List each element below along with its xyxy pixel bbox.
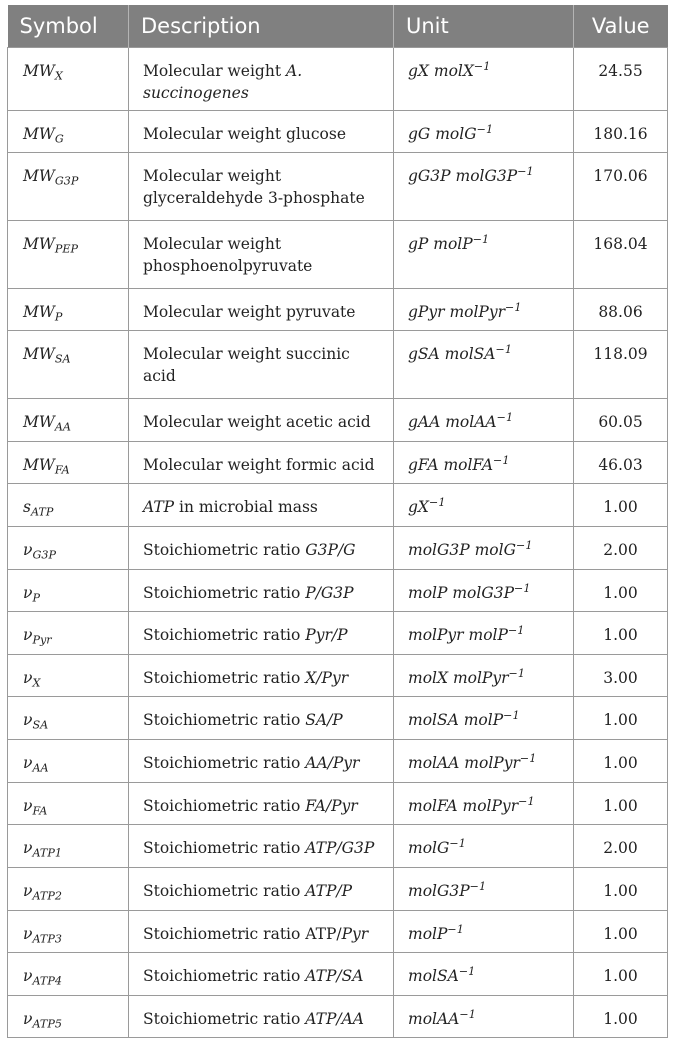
symbol-cell: $s_{ATP}$: [8, 484, 129, 527]
value-cell: 2.00: [574, 527, 668, 570]
description-cell: Molecular weight succinic acid: [129, 331, 394, 399]
value-cell: 46.03: [574, 442, 668, 484]
unit-cell: molG3P molG$^{-1}$: [394, 527, 574, 570]
symbol-cell: $MW_X$: [8, 48, 129, 111]
table-row: [8, 740, 668, 783]
value-cell: 24.55: [574, 48, 668, 111]
unit-cell: $molG3P^{-1}$: [394, 868, 574, 911]
header-row: [8, 5, 668, 48]
unit-cell: molP$^{-1}$: [394, 911, 574, 953]
description-cell: Stoichiometric ratio SA/P: [129, 697, 394, 740]
symbol-cell: $MW_{AA}$: [8, 399, 129, 442]
value-cell: 1.00: [574, 996, 668, 1038]
table-row: [8, 48, 668, 111]
description-cell: ATP in microbial mass: [129, 484, 394, 527]
value-column-header: Value: [574, 5, 668, 48]
table-row: [8, 527, 668, 570]
symbol-cell: $MW_{SA}$: [8, 331, 129, 399]
unit-cell: gG3P $molG3P^{-1}$: [394, 153, 574, 221]
symbol-cell: $MW_{FA}$: [8, 442, 129, 484]
unit-cell: molPyr molP$^{-1}$: [394, 612, 574, 655]
value-cell: 2.00: [574, 825, 668, 868]
unit-cell: gPyr molPyr$^{-1}$: [394, 289, 574, 331]
description-cell: Stoichiometric ratio ATP/G3P: [129, 825, 394, 868]
symbol-cell: $\nu_X$: [8, 655, 129, 697]
value-cell: 1.00: [574, 570, 668, 612]
description-cell: Stoichiometric ratio ATP/Pyr: [129, 911, 394, 953]
value-cell: 118.09: [574, 331, 668, 399]
description-cell: Stoichiometric ratio FA/Pyr: [129, 783, 394, 825]
description-column-header: Description: [129, 5, 394, 48]
unit-cell: molSA molP$^{-1}$: [394, 697, 574, 740]
unit-cell: gP molP$^{-1}$: [394, 221, 574, 289]
description-cell: Stoichiometric ratio ATP/P: [129, 868, 394, 911]
table-row: [8, 111, 668, 153]
table-row: [8, 484, 668, 527]
value-cell: 170.06: [574, 153, 668, 221]
description-cell: Molecular weight pyruvate: [129, 289, 394, 331]
symbol-cell: $MW_G$: [8, 111, 129, 153]
unit-cell: gFA molFA$^{-1}$: [394, 442, 574, 484]
table-row: [8, 655, 668, 697]
unit-cell: molX molPyr$^{-1}$: [394, 655, 574, 697]
table-header: [8, 5, 668, 48]
unit-cell: gG molG$^{-1}$: [394, 111, 574, 153]
table-row: [8, 996, 668, 1038]
unit-cell: gX molX$^{-1}$: [394, 48, 574, 111]
value-cell: 180.16: [574, 111, 668, 153]
symbol-cell: $\nu_{G3P}$: [8, 527, 129, 570]
value-cell: 1.00: [574, 953, 668, 996]
value-cell: 1.00: [574, 783, 668, 825]
unit-cell: molAA molPyr$^{-1}$: [394, 740, 574, 783]
description-cell: Molecular weight glucose: [129, 111, 394, 153]
description-cell: Stoichiometric ratio Pyr/P: [129, 612, 394, 655]
description-cell: Molecular weight acetic acid: [129, 399, 394, 442]
table-row: [8, 399, 668, 442]
table-row: [8, 868, 668, 911]
table-row: [8, 289, 668, 331]
unit-cell: molFA molPyr$^{-1}$: [394, 783, 574, 825]
description-cell: Molecular weight A. succinogenes: [129, 48, 394, 111]
table-row: [8, 570, 668, 612]
unit-column-header: Unit: [394, 5, 574, 48]
table-row: [8, 612, 668, 655]
description-cell: Stoichiometric ratio ATP/AA: [129, 996, 394, 1038]
table-row: [8, 825, 668, 868]
symbol-cell: $MW_{PEP}$: [8, 221, 129, 289]
description-cell: Stoichiometric ratio P/G3P: [129, 570, 394, 612]
table-row: [8, 221, 668, 289]
table-row: [8, 697, 668, 740]
table-row: [8, 911, 668, 953]
unit-cell: molP $molG3P^{-1}$: [394, 570, 574, 612]
description-cell: Stoichiometric ratio ATP/SA: [129, 953, 394, 996]
symbol-cell: $\nu_P$: [8, 570, 129, 612]
value-cell: 1.00: [574, 740, 668, 783]
value-cell: 1.00: [574, 911, 668, 953]
symbol-cell: $MW_P$: [8, 289, 129, 331]
value-cell: 3.00: [574, 655, 668, 697]
description-cell: Molecular weight phosphoenolpyruvate: [129, 221, 394, 289]
table-body: [8, 48, 668, 1038]
description-cell: Stoichiometric ratio AA/Pyr: [129, 740, 394, 783]
unit-cell: gAA molAA$^{-1}$: [394, 399, 574, 442]
unit-cell: molSA$^{-1}$: [394, 953, 574, 996]
value-cell: 1.00: [574, 484, 668, 527]
value-cell: 1.00: [574, 697, 668, 740]
symbol-cell: $\nu_{ATP5}$: [8, 996, 129, 1038]
table-row: [8, 953, 668, 996]
symbol-cell: $\nu_{FA}$: [8, 783, 129, 825]
unit-cell: molG$^{-1}$: [394, 825, 574, 868]
unit-cell: gSA molSA$^{-1}$: [394, 331, 574, 399]
table-row: [8, 783, 668, 825]
value-cell: 60.05: [574, 399, 668, 442]
value-cell: 1.00: [574, 612, 668, 655]
symbol-cell: $\nu_{ATP2}$: [8, 868, 129, 911]
symbol-cell: $\nu_{ATP1}$: [8, 825, 129, 868]
description-cell: Stoichiometric ratio X/Pyr: [129, 655, 394, 697]
value-cell: 1.00: [574, 868, 668, 911]
table-row: [8, 331, 668, 399]
symbol-cell: $MW_{G3P}$: [8, 153, 129, 221]
table-row: [8, 442, 668, 484]
description-cell: Molecular weight formic acid: [129, 442, 394, 484]
symbol-cell: $\nu_{ATP3}$: [8, 911, 129, 953]
value-cell: 88.06: [574, 289, 668, 331]
symbol-cell: $\nu_{SA}$: [8, 697, 129, 740]
symbol-cell: $\nu_{AA}$: [8, 740, 129, 783]
symbol-cell: $\nu_{ATP4}$: [8, 953, 129, 996]
description-cell: Molecular weight glyceraldehyde 3-phosphate: [129, 153, 394, 221]
unit-cell: molAA$^{-1}$: [394, 996, 574, 1038]
symbol-column-header: Symbol: [8, 5, 129, 48]
description-cell: Stoichiometric ratio G3P/G: [129, 527, 394, 570]
parameter-table: [7, 5, 668, 1038]
table-row: [8, 153, 668, 221]
unit-cell: $gX^{-1}$: [394, 484, 574, 527]
symbol-cell: $\nu_{Pyr}$: [8, 612, 129, 655]
value-cell: 168.04: [574, 221, 668, 289]
